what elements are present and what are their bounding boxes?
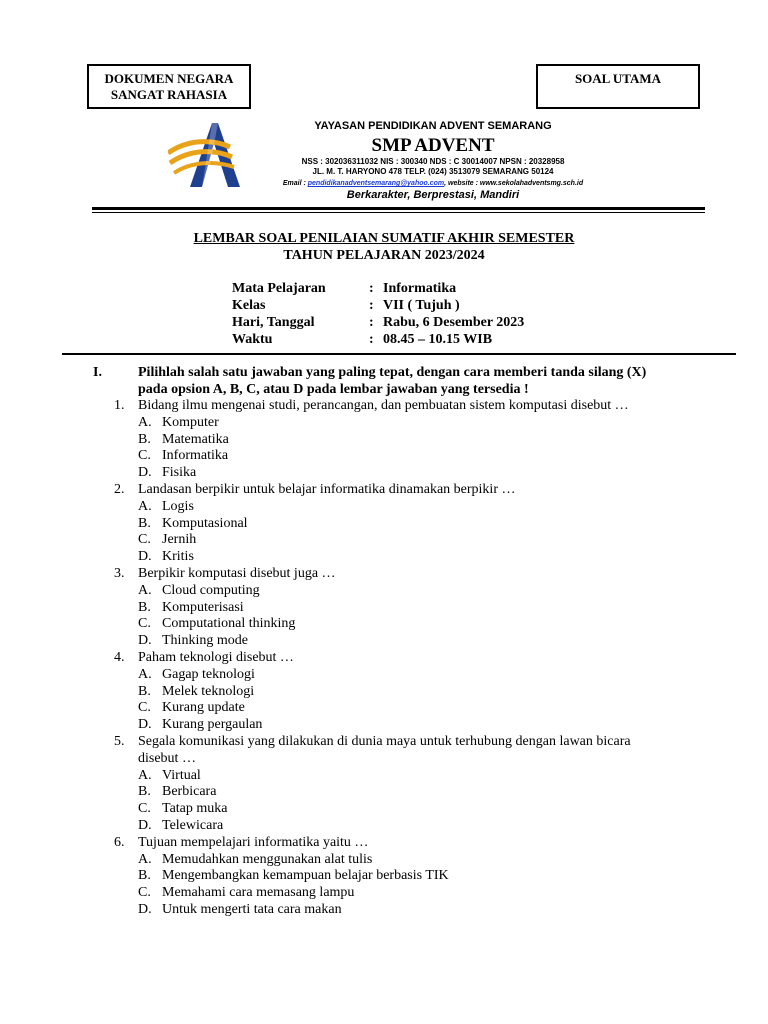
answer-option — [114, 902, 674, 919]
info-label: Hari, Tanggal — [232, 315, 315, 330]
option-text: Informatika — [162, 448, 229, 464]
school-ids: NSS : 302036311032 NIS : 300340 NDS : C 30014007 NPSN : 20328958 — [301, 157, 565, 166]
answer-option — [114, 885, 674, 902]
answer-option — [114, 516, 674, 533]
question-number: 4. — [114, 649, 125, 665]
section-divider — [62, 353, 736, 355]
option-letter: D. — [138, 633, 152, 649]
option-text: Matematika — [162, 431, 229, 447]
option-text: Gagap teknologi — [162, 666, 255, 682]
answer-option — [114, 448, 674, 465]
foundation-name: YAYASAN PENDIDIKAN ADVENT SEMARANG — [314, 120, 552, 132]
exam-type-label: SOAL UTAMA — [574, 71, 662, 86]
option-text: Mengembangkan kemampuan belajar berbasis TIK — [162, 868, 449, 884]
school-motto: Berkarakter, Berprestasi, Mandiri — [346, 189, 520, 201]
info-label: Kelas — [232, 298, 266, 313]
option-letter: B. — [138, 599, 151, 615]
option-text: Computational thinking — [162, 616, 296, 632]
answer-option — [114, 415, 674, 432]
answer-option — [114, 600, 674, 617]
option-letter: B. — [138, 431, 151, 447]
option-text: Untuk mengerti tata cara makan — [162, 901, 342, 917]
option-letter: D. — [138, 465, 152, 481]
question-text: Landasan berpikir untuk belajar informatika dinamakan berpikir … — [138, 481, 516, 497]
option-text: Kritis — [162, 549, 194, 565]
answer-option — [114, 465, 674, 482]
option-letter: C. — [138, 616, 151, 632]
option-letter: D. — [138, 817, 152, 833]
answer-option — [114, 549, 674, 566]
question-number: 6. — [114, 834, 125, 850]
exam-info-table — [232, 280, 524, 348]
answer-option — [114, 532, 674, 549]
option-text: Fisika — [162, 465, 197, 481]
question-item — [114, 566, 674, 650]
header-divider-thin — [92, 212, 705, 213]
question-text: Tujuan mempelajari informatika yaitu … — [138, 834, 369, 850]
option-letter: A. — [138, 582, 152, 598]
option-letter: D. — [138, 717, 152, 733]
question-item — [114, 650, 674, 734]
question-stem — [114, 734, 674, 768]
option-text: Komputerisasi — [162, 599, 244, 615]
section-instruction: Pilihlah salah satu jawaban yang paling tepat, dengan cara memberi tanda silang (X) pada opsion A, B, C, atau D pada lembar jawaban yang tersedia ! — [138, 365, 647, 397]
option-letter: A. — [138, 666, 152, 682]
academic-year: TAHUN PELAJARAN 2023/2024 — [283, 248, 485, 263]
info-value: 08.45 – 10.15 WIB — [383, 332, 493, 347]
answer-option — [114, 784, 674, 801]
info-separator: : — [369, 315, 374, 330]
info-separator: : — [369, 332, 374, 347]
answer-option — [114, 684, 674, 701]
header-divider — [92, 207, 705, 210]
question-item — [114, 398, 674, 482]
section-number: I. — [93, 365, 102, 380]
option-text: Tatap muka — [162, 801, 228, 817]
option-letter: B. — [138, 784, 151, 800]
option-letter: C. — [138, 700, 151, 716]
answer-option — [114, 616, 674, 633]
option-letter: B. — [138, 683, 151, 699]
option-letter: C. — [138, 885, 151, 901]
answer-option — [114, 801, 674, 818]
option-text: Memahami cara memasang lampu — [162, 885, 355, 901]
answer-option — [114, 768, 674, 785]
option-text: Komputer — [162, 414, 219, 430]
option-text: Jernih — [162, 532, 197, 548]
question-number: 1. — [114, 398, 125, 413]
email-label: Email : — [282, 180, 308, 187]
option-text: Telewicara — [162, 817, 224, 833]
question-list — [114, 398, 674, 919]
info-value: Informatika — [383, 281, 457, 296]
question-item — [114, 835, 674, 919]
exam-title: LEMBAR SOAL PENILAIAN SUMATIF AKHIR SEMESTER — [193, 231, 575, 246]
answer-option — [114, 667, 674, 684]
answer-option — [114, 852, 674, 869]
school-name: SMP ADVENT — [371, 135, 495, 156]
info-label: Mata Pelajaran — [232, 281, 326, 296]
exam-type-box — [536, 64, 700, 109]
answer-option — [114, 717, 674, 734]
option-letter: C. — [138, 532, 151, 548]
question-text: Paham teknologi disebut … — [138, 649, 294, 665]
classification-box — [87, 64, 251, 109]
option-text: Berbicara — [162, 784, 217, 800]
answer-option — [114, 583, 674, 600]
answer-option — [114, 818, 674, 835]
option-text: Komputasional — [162, 515, 248, 531]
question-stem — [114, 835, 674, 852]
question-stem — [114, 482, 674, 499]
question-stem — [114, 566, 674, 583]
option-letter: D. — [138, 901, 152, 917]
answer-option — [114, 700, 674, 717]
school-address: JL. M. T. HARYONO 478 TELP. (024) 3513079 SEMARANG 50124 — [312, 167, 554, 176]
question-text: Segala komunikasi yang dilakukan di dunia maya untuk terhubung dengan lawan bicara disebut … — [138, 733, 631, 766]
option-letter: A. — [138, 498, 152, 514]
option-letter: A. — [138, 851, 152, 867]
option-letter: B. — [138, 515, 151, 531]
question-text: Bidang ilmu mengenai studi, perancangan, dan pembuatan sistem komputasi disebut … — [138, 398, 629, 413]
option-text: Melek teknologi — [162, 683, 255, 699]
info-row — [232, 331, 524, 348]
info-value: Rabu, 6 Desember 2023 — [383, 315, 525, 330]
info-value: VII ( Tujuh ) — [383, 298, 460, 313]
question-item — [114, 482, 674, 566]
classification-line2: SANGAT RAHASIA — [110, 87, 228, 102]
question-text: Berpikir komputasi disebut juga … — [138, 565, 336, 581]
option-letter: B. — [138, 868, 151, 884]
classification-line1: DOKUMEN NEGARA — [104, 71, 234, 86]
answer-option — [114, 499, 674, 516]
option-letter: C. — [138, 448, 151, 464]
option-text: Virtual — [162, 767, 201, 783]
question-number: 2. — [114, 481, 125, 497]
answer-option — [114, 868, 674, 885]
option-text: Kurang pergaulan — [162, 717, 263, 733]
question-number: 5. — [114, 733, 125, 749]
info-row — [232, 314, 524, 331]
question-stem — [114, 650, 674, 667]
option-text: Thinking mode — [162, 633, 248, 649]
option-letter: A. — [138, 767, 152, 783]
option-text: Logis — [162, 498, 194, 514]
answer-option — [114, 633, 674, 650]
question-stem — [114, 398, 674, 415]
school-logo-icon — [168, 121, 248, 189]
info-row — [232, 280, 524, 297]
school-contact — [263, 180, 603, 187]
option-letter: A. — [138, 414, 152, 430]
info-separator: : — [369, 298, 374, 313]
question-item — [114, 734, 674, 835]
option-text: Cloud computing — [162, 582, 260, 598]
info-label: Waktu — [232, 332, 273, 347]
email-link[interactable]: pendidikanadventsemarang@yahoo.com — [307, 180, 445, 187]
option-text: Kurang update — [162, 700, 245, 716]
info-row — [232, 297, 524, 314]
answer-option — [114, 432, 674, 449]
website-text: , website : www.sekolahadventsmg.sch.id — [444, 180, 584, 187]
option-letter: C. — [138, 801, 151, 817]
info-separator: : — [369, 281, 374, 296]
question-number: 3. — [114, 565, 125, 581]
option-text: Memudahkan menggunakan alat tulis — [162, 851, 373, 867]
option-letter: D. — [138, 549, 152, 565]
